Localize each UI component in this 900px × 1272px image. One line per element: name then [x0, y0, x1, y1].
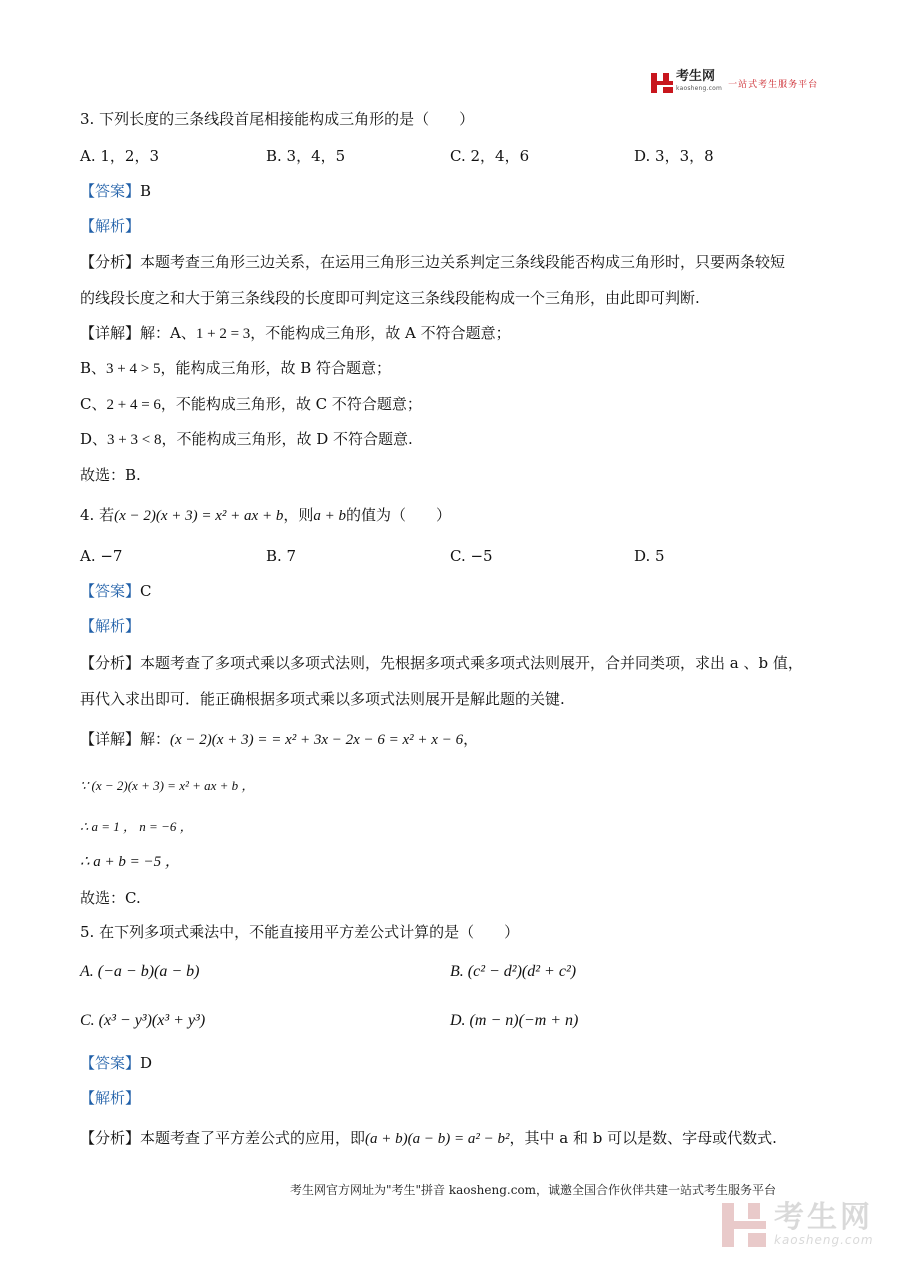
q5-option-a: A. (−a − b)(a − b)	[80, 963, 200, 980]
page-footer: 考生网官方网址为"考生"拼音 kaosheng.com，诚邀全国合作伙伴共建一站式考生服务平台	[290, 1183, 777, 1197]
q4-choose: 故选：C.	[80, 889, 141, 907]
q3-detail-line-1: 【详解】解：A、1 + 2 = 3，不能构成三角形，故 A 不符合题意；	[80, 324, 511, 342]
watermark	[722, 1200, 874, 1247]
header-slogan: 一站式考生服务平台	[728, 79, 819, 90]
q5-analysis-line-1: 【分析】本题考查了平方差公式的应用，即(a + b)(a − b) = a² − b²，其中 a 和 b 可以是数、字母或代数式.	[80, 1129, 777, 1147]
header-logo[interactable]	[651, 70, 818, 96]
q3-option-d: D. 3，3，8	[634, 147, 714, 165]
q4-detail-line-1: 【详解】解：(x − 2)(x + 3) = = x² + 3x − 2x − 6 = x² + x − 6，	[80, 730, 479, 748]
q4-detail-line-3: ∴ a = 1 ， n = −6 ，	[80, 819, 193, 834]
q3-analysis-line-1: 【分析】本题考查三角形三边关系，在运用三角形三边关系判定三条线段能否构成三角形时，只要两条较短	[80, 253, 786, 271]
answer-tag: 【答案】	[80, 182, 141, 200]
q3-choose: 故选：B.	[80, 466, 141, 484]
q3-option-c: C. 2，4，6	[450, 147, 530, 165]
q3-stem: 3. 下列长度的三条线段首尾相接能构成三角形的是（ ）	[80, 110, 475, 128]
q4-detail-line-4: ∴ a + b = −5 ，	[80, 854, 180, 870]
q4-stem: 4. 若(x − 2)(x + 3) = x² + ax + b，则a + b的值为（ ）	[80, 506, 451, 524]
watermark-sub: kaosheng.com	[774, 1233, 874, 1247]
q4-option-b: B. 7	[266, 547, 297, 565]
logo-brand: 考生网 kaosheng.com	[676, 69, 723, 92]
kaosheng-logo-icon	[651, 73, 673, 93]
q3-analysis-tag: 【解析】	[80, 217, 141, 235]
q3-option-a: A. 1，2，3	[80, 147, 159, 165]
q3-answer-line	[80, 181, 151, 201]
watermark-text: 考生网	[774, 1200, 873, 1235]
q4-option-a: A. −7	[80, 547, 123, 565]
q3-detail-line-2: B、3 + 4 > 5，能构成三角形，故 B 符合题意；	[80, 359, 392, 377]
q3-answer: B	[140, 182, 152, 200]
q4-option-d: D. 5	[634, 547, 665, 565]
q4-option-c: C. −5	[450, 547, 493, 565]
q5-option-b: B. (c² − d²)(d² + c²)	[450, 963, 577, 980]
q5-stem: 5. 在下列多项式乘法中，不能直接用平方差公式计算的是（ ）	[80, 923, 520, 941]
q5-option-c: C. (x³ − y³)(x³ + y³)	[80, 1012, 206, 1029]
q5-answer-line: 【答案】D	[80, 1054, 153, 1072]
q3-option-b: B. 3，4，5	[266, 147, 346, 165]
q3-detail-line-3: C、2 + 4 = 6，不能构成三角形，故 C 不符合题意；	[80, 395, 422, 413]
q5-analysis-tag: 【解析】	[80, 1089, 141, 1107]
q4-answer: C	[140, 582, 152, 600]
q5-option-d: D. (m − n)(−m + n)	[450, 1012, 579, 1029]
q4-detail-line-2: ∵ (x − 2)(x + 3) = x² + ax + b ，	[80, 778, 255, 793]
q5-answer: D	[140, 1054, 153, 1072]
q4-analysis-line-2: 再代入求出即可．能正确根据多项式乘以多项式法则展开是解此题的关键.	[80, 690, 565, 708]
watermark-logo-icon	[722, 1203, 766, 1247]
q4-analysis-line-1: 【分析】本题考查了多项式乘以多项式法则，先根据多项式乘多项式法则展开，合并同类项，求出 a 、b 值，	[80, 654, 803, 672]
q3-detail-line-4: D、3 + 3 < 8，不能构成三角形，故 D 不符合题意.	[80, 430, 413, 448]
q4-analysis-tag: 【解析】	[80, 617, 141, 635]
q3-analysis-line-2: 的线段长度之和大于第三条线段的长度即可判定这三条线段能构成一个三角形，由此即可判断.	[80, 289, 700, 307]
q4-answer-line: 【答案】C	[80, 582, 152, 600]
